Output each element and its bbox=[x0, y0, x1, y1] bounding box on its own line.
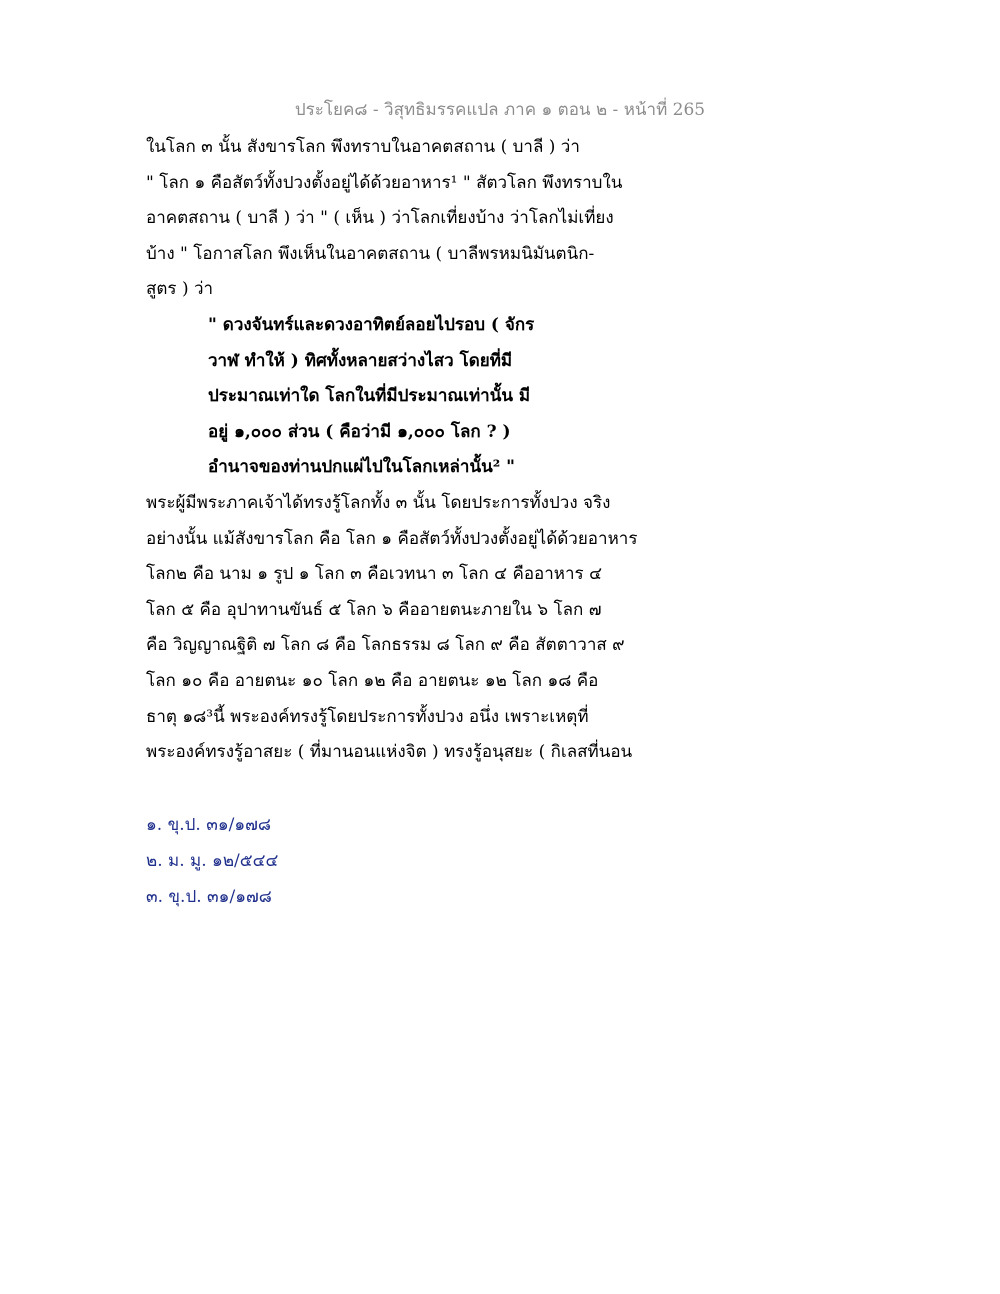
text-line: บ้าง " โอกาสโลก พึงเห็นในอาคตสถาน ( บาลีพรหมนิมันตนิก- bbox=[146, 243, 595, 264]
text-line: " โลก ๑ คือสัตว์ทั้งปวงตั้งอยู่ได้ด้วยอาหาร¹ " สัตวโลก พึงทราบใน bbox=[146, 172, 623, 193]
intro-paragraph bbox=[146, 132, 866, 310]
text-line: โลก๒ คือ นาม ๑ รูป ๑ โลก ๓ คือเวทนา ๓ โลก ๔ คืออาหาร ๔ bbox=[146, 564, 602, 585]
footnotes bbox=[146, 810, 278, 918]
footnote-3: ๓. ขุ.ป. ๓๑/๑๗๘ bbox=[146, 887, 272, 907]
text-line: พระผู้มีพระภาคเจ้าได้ทรงรู้โลกทั้ง ๓ นั้น โดยประการทั้งปวง จริง bbox=[146, 492, 611, 513]
text-line: โลก ๕ คือ อุปาทานขันธ์ ๕ โลก ๖ คืออายตนะภายใน ๖ โลก ๗ bbox=[146, 599, 602, 620]
footnote-2: ๒. ม. มู. ๑๒/๕๔๔ bbox=[146, 851, 279, 871]
text-line: ในโลก ๓ นั้น สังขารโลก พึงทราบในอาคตสถาน ( บาลี ) ว่า bbox=[146, 137, 580, 157]
footnote-1: ๑. ขุ.ป. ๓๑/๑๗๘ bbox=[146, 815, 272, 835]
quote-line: วาฬ ทำให้ ) ทิศทั้งหลายสว่างไสว โดยที่มี bbox=[208, 350, 513, 371]
quote-line: " ดวงจันทร์และดวงอาทิตย์ลอยไปรอบ ( จักร bbox=[208, 314, 535, 335]
text-line: ธาตุ ๑๘³นี้ พระองค์ทรงรู้โดยประการทั้งปวง อนึ่ง เพราะเหตุที่ bbox=[146, 706, 589, 727]
quote-line: อยู่ ๑,๐๐๐ ส่วน ( คือว่ามี ๑,๐๐๐ โลก ? ) bbox=[208, 421, 511, 442]
text-line: สูตร ) ว่า bbox=[146, 279, 214, 300]
text-line: คือ วิญญาณฐิติ ๗ โลก ๘ คือ โลกธรรม ๘ โลก ๙ คือ สัตตาวาส ๙ bbox=[146, 635, 625, 656]
quote-line: อำนาจของท่านปกแผ่ไปในโลกเหล่านั้น² " bbox=[208, 457, 515, 478]
verse-quote bbox=[146, 310, 866, 488]
text-line: พระองค์ทรงรู้อาสยะ ( ที่มานอนแห่งจิต ) ทรงรู้อนุสยะ ( กิเลสที่นอน bbox=[146, 742, 633, 763]
main-text bbox=[146, 132, 866, 773]
text-line: อย่างนั้น แม้สังขารโลก คือ โลก ๑ คือสัตว์ทั้งปวงตั้งอยู่ได้ด้วยอาหาร bbox=[146, 528, 638, 549]
page-header: ประโยค๘ - วิสุทธิมรรคแปล ภาค ๑ ตอน ๒ - หน้าที่ 265 bbox=[294, 100, 706, 120]
body-paragraph bbox=[146, 488, 866, 773]
text-line: โลก ๑๐ คือ อายตนะ ๑๐ โลก ๑๒ คือ อายตนะ ๑๒ โลก ๑๘ คือ bbox=[146, 670, 599, 691]
quote-line: ประมาณเท่าใด โลกในที่มีประมาณเท่านั้น มี bbox=[208, 386, 531, 407]
text-line: อาคตสถาน ( บาลี ) ว่า " ( เห็น ) ว่าโลกเที่ยงบ้าง ว่าโลกไม่เที่ยง bbox=[146, 208, 614, 229]
